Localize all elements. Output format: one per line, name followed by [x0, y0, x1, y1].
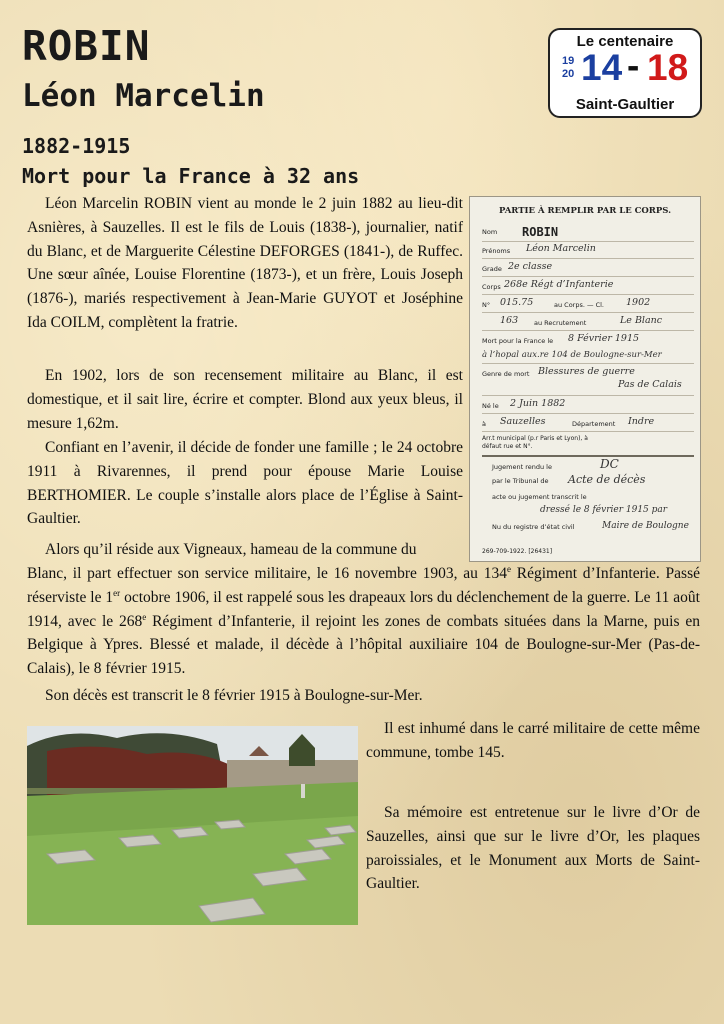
- card-genre-value: Blessures de guerre: [538, 366, 635, 377]
- card-acte-hw2: dressé le 8 février 1915 par: [540, 505, 668, 515]
- service-text-a: Blanc, il part effectuer son service militaire, le 16 novembre 1903, au 134: [27, 565, 507, 582]
- card-recrutement-num: 163: [500, 315, 519, 326]
- card-genre-lieu: Pas de Calais: [618, 379, 682, 390]
- logo-14: 14: [581, 47, 623, 88]
- card-departement-value: Indre: [628, 416, 655, 427]
- card-recrutement-label: au Recrutement: [534, 319, 587, 327]
- service-text-d: Régiment d’Infanterie, il rejoint les zones de combats situées dans la Marne, puis en Belgique à Ypres. Blessé et malade, il décède à l’hôpital auxiliaire 104 de Boulogne-sur-Mer (Pas-de-Calais), le 8 février 1915.: [27, 612, 700, 678]
- card-corps-value: 268e Régt d’Infanterie: [504, 279, 614, 290]
- card-classe-label: au Corps. — Cl.: [554, 301, 604, 309]
- card-prenoms-label: Prénoms: [482, 247, 511, 255]
- card-corps-label: Corps: [482, 283, 501, 291]
- logo-century-digits: [562, 55, 574, 81]
- cemetery-photo: [27, 726, 358, 925]
- paragraph-service-line1: Alors qu’il réside aux Vigneaux, hameau de la commune du: [45, 541, 417, 558]
- logo-18: 18: [647, 47, 689, 88]
- card-ne-label: Né le: [482, 402, 499, 410]
- card-acte-hw1: Acte de décès: [568, 473, 646, 486]
- card-matricule-value: 015.75: [500, 297, 534, 308]
- card-departement-label: Département: [572, 420, 616, 428]
- centenaire-logo: [548, 28, 702, 118]
- card-acte-label: acte ou jugement transcrit le: [492, 493, 587, 501]
- logo-bottom-text: Saint-Gaultier: [575, 96, 675, 113]
- service-sup-3: e: [142, 611, 147, 622]
- paragraph-memory: Sa mémoire est entretenue sur le livre d’Or de Sauzelles, ainsi que sur le livre d’Or, les plaques paroissiales, et le Monument aux Morts de Saint-Gaultier.: [366, 804, 700, 893]
- card-nom-label: Nom: [482, 228, 498, 236]
- card-paris-label: Arr.t municipal (p.r Paris et Lyon), à défaut rue et N°.: [482, 435, 588, 450]
- paragraph-burial: Il est inhumé dans le carré militaire de cette même commune, tombe 145.: [366, 720, 700, 761]
- death-age-subtitle: Mort pour la France à 32 ans: [22, 164, 360, 188]
- card-lieu-mort: à l’hopal aux.re 104 de Boulogne-sur-Mer: [482, 350, 662, 360]
- card-a-label: à: [482, 420, 486, 428]
- paragraph-service: [27, 562, 700, 681]
- card-a-value: Sauzelles: [500, 416, 546, 427]
- card-tribunal-label: par le Tribunal de: [492, 477, 549, 485]
- card-grade-label: Grade: [482, 265, 502, 273]
- card-matricule-label: N°: [482, 301, 491, 309]
- logo-19: 19: [562, 55, 575, 67]
- service-sup-2: er: [113, 587, 121, 598]
- card-header: PARTIE À REMPLIR PAR LE CORPS.: [498, 206, 672, 216]
- paragraph-transcription: Son décès est transcrit le 8 février 1915 à Boulogne-sur-Mer.: [45, 687, 423, 704]
- paragraph-marriage: Confiant en l’avenir, il décide de fonder une famille ; le 24 octobre 1911 à Rivarennes, il prend pour épouse Marie Louise BERTHOMIER. Le couple s’installe alors place de l’Église à Saint-Gaultier.: [27, 439, 463, 528]
- card-jugement-label: Jugement rendu le: [492, 463, 552, 471]
- card-nom-value: ROBIN: [522, 225, 559, 239]
- card-grade-value: 2e classe: [508, 261, 553, 272]
- service-text-b: Régiment d’Infanterie. Passé réserviste le 1: [27, 565, 701, 606]
- paragraph-census: En 1902, lors de son recensement militaire au Blanc, il est domestique, et il sait lire, écrire et compter. Blond aux yeux bleus, il mesure 1,62m.: [27, 367, 463, 432]
- card-recrutement-value: Le Blanc: [620, 315, 663, 326]
- logo-20: 20: [562, 68, 575, 80]
- card-mort-label: Mort pour la France le: [482, 337, 554, 345]
- paragraph-birth: Léon Marcelin ROBIN vient au monde le 2 juin 1882 au lieu-dit Asnières, à Sauzelles. Il est le fils de Louis (1838-), journalier, natif du Blanc, et de Marguerite Célestine DEFORGES (1841-), de Ruffec. Une sœur aînée, Louise Florentine (1873-), et un frère, Louis Joseph (1876-), mariés respectivement à Jean-Marie GUYOT et Joséphine Ida COILM, complètent la fratrie.: [27, 195, 463, 331]
- firstnames-title: Léon Marcelin: [22, 78, 265, 114]
- card-mort-value: 8 Février 1915: [568, 333, 640, 344]
- card-registre-label: Nu du registre d’état civil: [492, 523, 575, 531]
- life-years: 1882-1915: [22, 134, 131, 158]
- military-record-card: [469, 196, 701, 562]
- card-genre-label: Genre de mort: [482, 370, 530, 378]
- service-text-c: octobre 1906, il est rappelé sous les drapeaux lors du déclenchement de la guerre. Le 11 août 1914, avec le 268: [27, 588, 700, 630]
- card-ne-value: 2 Juin 1882: [510, 398, 566, 409]
- card-classe-value: 1902: [626, 297, 651, 308]
- surname-title: ROBIN: [22, 22, 151, 70]
- card-jugement-value: DC: [600, 457, 619, 471]
- card-printer-mark: 269-709-1922. [26431]: [482, 548, 553, 555]
- card-prenoms-value: Léon Marcelin: [526, 243, 596, 254]
- logo-dash: -: [627, 45, 640, 86]
- logo-top-text: Le centenaire: [576, 33, 674, 50]
- card-acte-hw3: Maire de Boulogne: [602, 521, 689, 531]
- cemetery-photo-image: [27, 726, 358, 925]
- service-sup-1: e: [506, 563, 511, 574]
